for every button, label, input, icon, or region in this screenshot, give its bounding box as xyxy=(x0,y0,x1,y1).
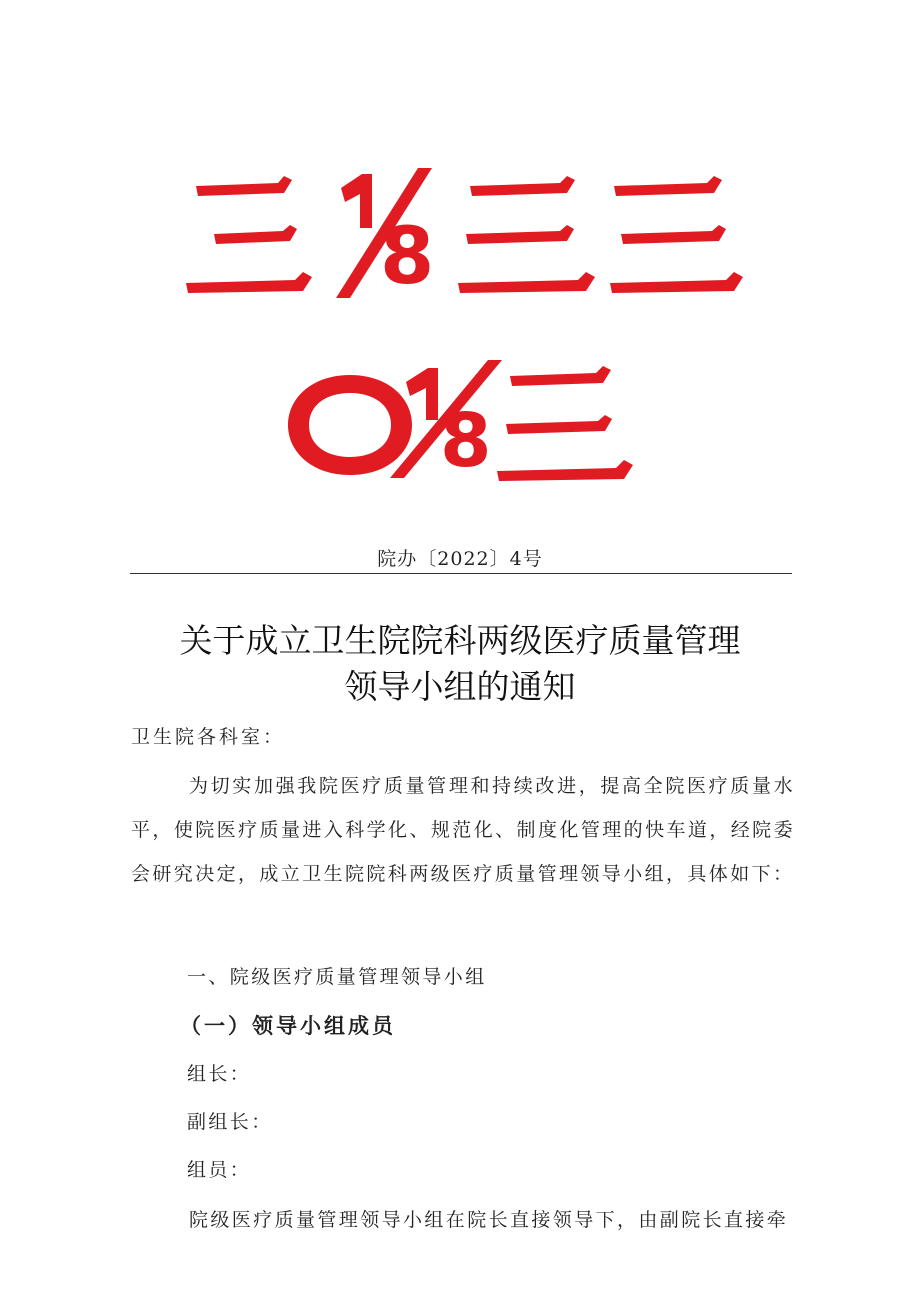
document-title xyxy=(0,618,920,710)
masthead-glyph-fraction-1 xyxy=(336,168,434,302)
masthead-glyph-san-1 xyxy=(186,176,312,293)
masthead-glyph-san-4 xyxy=(497,366,633,481)
red-masthead xyxy=(0,0,920,520)
title-line-1: 关于成立卫生院院科两级医疗质量管理 xyxy=(179,621,741,660)
header-divider xyxy=(130,573,792,574)
closing-paragraph: 院级医疗质量管理领导小组在院长直接领导下，由副院长直接牵 xyxy=(189,1209,789,1231)
deputy-leader-label: 副组长： xyxy=(187,1111,273,1133)
leader-label: 组长： xyxy=(187,1063,252,1085)
svg-text:8: 8 xyxy=(380,212,435,302)
section-heading-1: 一、院级医疗质量管理领导小组 xyxy=(187,966,487,988)
title-line-2: 领导小组的通知 xyxy=(344,667,576,706)
document-number: 院办〔2022〕4号 xyxy=(377,548,543,570)
intro-paragraph: 为切实加强我院医疗质量管理和持续改进，提高全院医疗质量水平，使院医疗质量进入科学化、规范化、制度化管理的快车道，经院委会研究决定，成立卫生院院科两级医疗质量管理领导小组，具体如下： xyxy=(131,775,795,885)
members-label: 组员： xyxy=(187,1159,252,1181)
subsection-heading-1: （一）领导小组成员 xyxy=(180,1013,396,1038)
svg-text:8: 8 xyxy=(440,398,492,484)
masthead-glyph-san-3 xyxy=(610,176,743,293)
masthead-glyph-o xyxy=(288,375,412,475)
salutation: 卫生院各科室： xyxy=(131,726,286,748)
masthead-glyph-san-2 xyxy=(458,176,595,293)
